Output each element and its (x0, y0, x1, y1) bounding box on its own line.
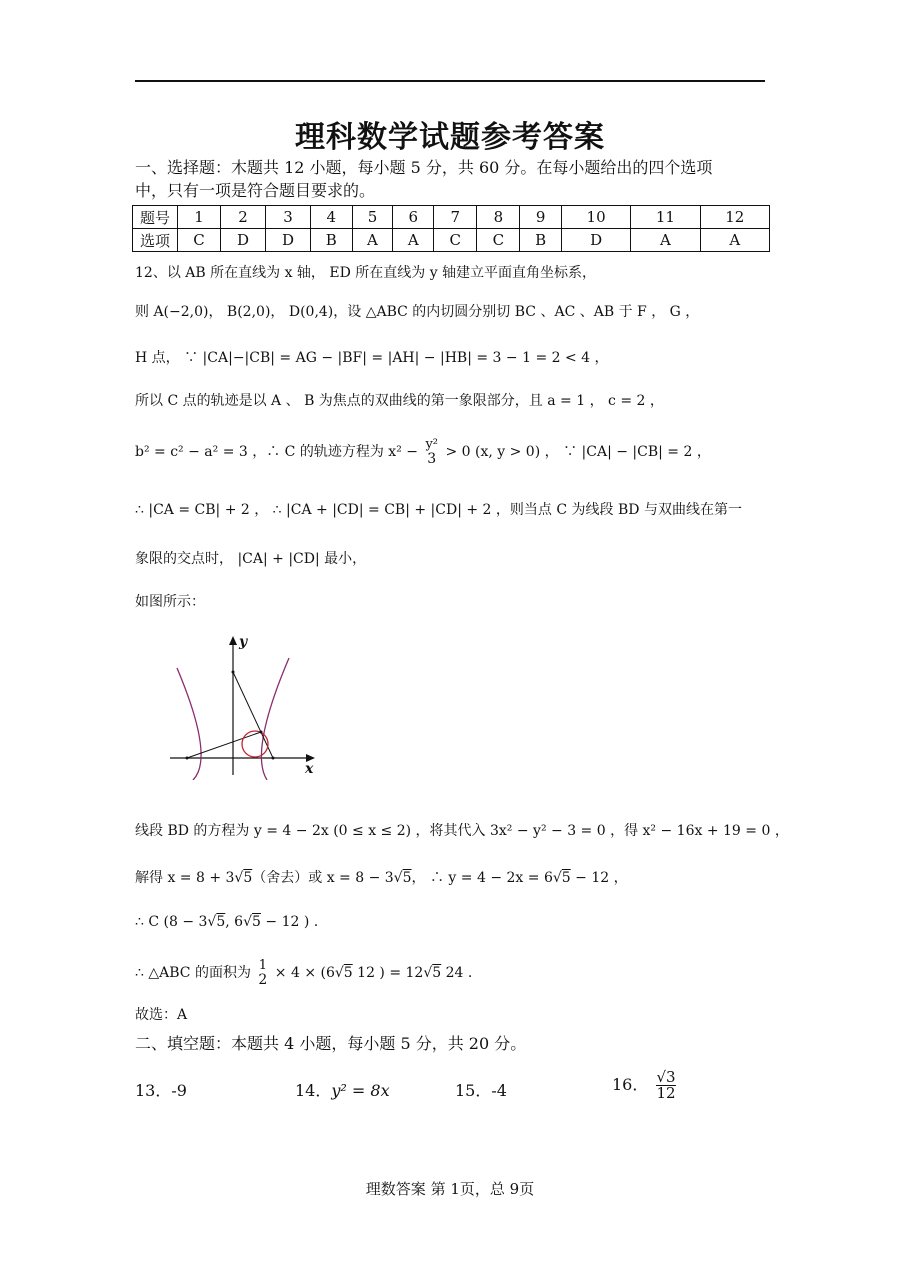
point-b (272, 757, 275, 760)
answer-14-value: y² = 8x (331, 1081, 390, 1100)
q12-line8: 如图所示： (135, 594, 205, 610)
radicand: 5 (402, 870, 412, 886)
radicand: 5 (216, 914, 226, 930)
table-cell: D (561, 229, 630, 252)
q12-line9: 线段 BD 的方程为 y = 4 − 2x (0 ≤ x ≤ 2) ，将其代入 3x² − y² − 3 = 0 ，得 x² − 16x + 19 = 0 ， (135, 823, 789, 839)
table-row-header: 题号 (133, 206, 178, 229)
point-d (232, 671, 235, 674)
fraction-numerator: 1 (258, 958, 267, 973)
fraction (258, 958, 267, 988)
q12-line7: 象限的交点时， |CA| + |CD| 最小， (135, 551, 367, 567)
q12-line10-a: 解得 x = 8 + 3√ (135, 870, 244, 886)
q12-line10-g: − 12 ， (570, 870, 628, 886)
q12-line12-b: × 4 × (6√ (274, 965, 344, 981)
answer-14 (295, 1078, 390, 1101)
table-cell: 12 (700, 206, 769, 229)
q12-line11-a: ∴ C (8 − 3√ (135, 914, 217, 930)
q12-line12-f: 24 . (441, 965, 473, 981)
answer-table (132, 205, 770, 252)
fraction-numerator: y² (425, 437, 439, 452)
table-row-answers (133, 229, 770, 252)
table-cell: 4 (311, 206, 353, 229)
page-title: 理科数学试题参考答案 (295, 120, 605, 155)
incircle (242, 731, 268, 757)
q12-line12 (135, 958, 472, 988)
q12-line2: 则 A(−2,0)， B(2,0)， D(0,4)，设 △ABC 的内切圆分别切 BC 、AC 、AB 于 F ， G ， (135, 304, 700, 320)
table-cell: 11 (631, 206, 700, 229)
q12-line10-e: ， ∴ y = 4 − 2x = 6√ (411, 870, 562, 886)
q12-line4: 所以 C 点的轨迹是以 A 、 B 为焦点的双曲线的第一象限部分，且 a = 1 ， c = 2 ， (135, 393, 664, 409)
fraction (425, 437, 438, 467)
table-cell: C (178, 229, 221, 252)
top-rule (135, 80, 765, 82)
section1-intro-line2: 中，只有一项是符合题目要求的。 (135, 181, 376, 200)
fraction-numerator: √3 (656, 1068, 676, 1086)
table-cell: B (311, 229, 353, 252)
y-axis-label: y (239, 634, 248, 650)
q12-line11-e: − 12 ) . (260, 914, 319, 930)
table-cell: C (477, 229, 520, 252)
table-cell: 5 (352, 206, 393, 229)
table-row-numbers (133, 206, 770, 229)
q12-line11 (135, 912, 318, 932)
hyperbola-left-branch (177, 668, 201, 780)
segment-bd (233, 672, 273, 758)
fraction-denominator: 3 (427, 451, 437, 467)
radicand: 5 (432, 965, 442, 981)
radicand: 5 (561, 870, 571, 886)
segment-ac (187, 732, 261, 758)
fraction (656, 1070, 675, 1101)
table-cell: D (221, 229, 266, 252)
answer-16-label: 16． (612, 1075, 649, 1094)
radicand: 5 (243, 870, 253, 886)
q12-line5-part-b: > 0 (x, y > 0) ， ∵ |CA| − |CB| = 2 ， (445, 444, 711, 460)
table-cell: B (520, 229, 562, 252)
table-cell: A (393, 229, 434, 252)
table-cell: 9 (520, 206, 562, 229)
radicand: 5 (252, 914, 261, 930)
hyperbola-figure (165, 630, 325, 780)
table-cell: 6 (393, 206, 434, 229)
table-cell: D (266, 229, 311, 252)
table-cell: 3 (266, 206, 311, 229)
q12-line5 (135, 437, 711, 467)
q12-line3: H 点， ∵ |CA|−|CB| = AG − |BF| = |AH| − |HB| = 3 − 1 = 2 < 4 ， (135, 350, 609, 366)
table-cell: 8 (477, 206, 520, 229)
table-cell: A (352, 229, 393, 252)
section2-intro: 二、填空题：本题共 4 小题，每小题 5 分，共 20 分。 (135, 1034, 527, 1053)
q12-line12-d: 12 ) = 12√ (352, 965, 433, 981)
point-c (260, 731, 263, 734)
q12-line10-c: （舍去）或 x = 8 − 3√ (252, 870, 403, 886)
fraction-denominator: 12 (656, 1084, 676, 1102)
answer-16 (612, 1070, 679, 1101)
table-cell: 1 (178, 206, 221, 229)
table-row-header: 选项 (133, 229, 178, 252)
table-cell: 7 (434, 206, 477, 229)
table-cell: 10 (561, 206, 630, 229)
table-cell: 2 (221, 206, 266, 229)
page-footer: 理数答案 第 1页，总 9页 (365, 1180, 535, 1198)
radicand: 5 (343, 965, 353, 981)
answer-14-label: 14． (295, 1081, 332, 1100)
fraction-denominator: 2 (258, 972, 268, 988)
q12-line11-c: , 6√ (225, 914, 253, 930)
point-a (186, 757, 189, 760)
answer-15: 15．-4 (455, 1081, 507, 1100)
q12-line6: ∴ |CA = CB| + 2 ， ∴ |CA + |CD| = CB| + |CD| + 2 ，则当点 C 为线段 BD 与双曲线在第一 (135, 502, 742, 518)
q12-line5-part-a: b² = c² − a² = 3 ，∴ C 的轨迹方程为 x² − (135, 444, 418, 460)
x-axis-label: x (305, 761, 314, 777)
answer-13: 13．-9 (135, 1081, 187, 1100)
q12-line1: 12、以 AB 所在直线为 x 轴， ED 所在直线为 y 轴建立平面直角坐标系， (135, 265, 597, 281)
hyperbola-right-branch (261, 658, 289, 780)
section1-intro-line1: 一、选择题：木题共 12 小题，每小题 5 分，共 60 分。在每小题给出的四个选项 (135, 158, 713, 177)
table-cell: A (631, 229, 700, 252)
q12-line10 (135, 868, 628, 888)
table-cell: A (700, 229, 769, 252)
q12-line12-a: ∴ △ABC 的面积为 (135, 965, 251, 981)
y-axis-arrow (229, 636, 237, 645)
q12-answer: 故选：A (135, 1007, 188, 1023)
table-cell: C (434, 229, 477, 252)
